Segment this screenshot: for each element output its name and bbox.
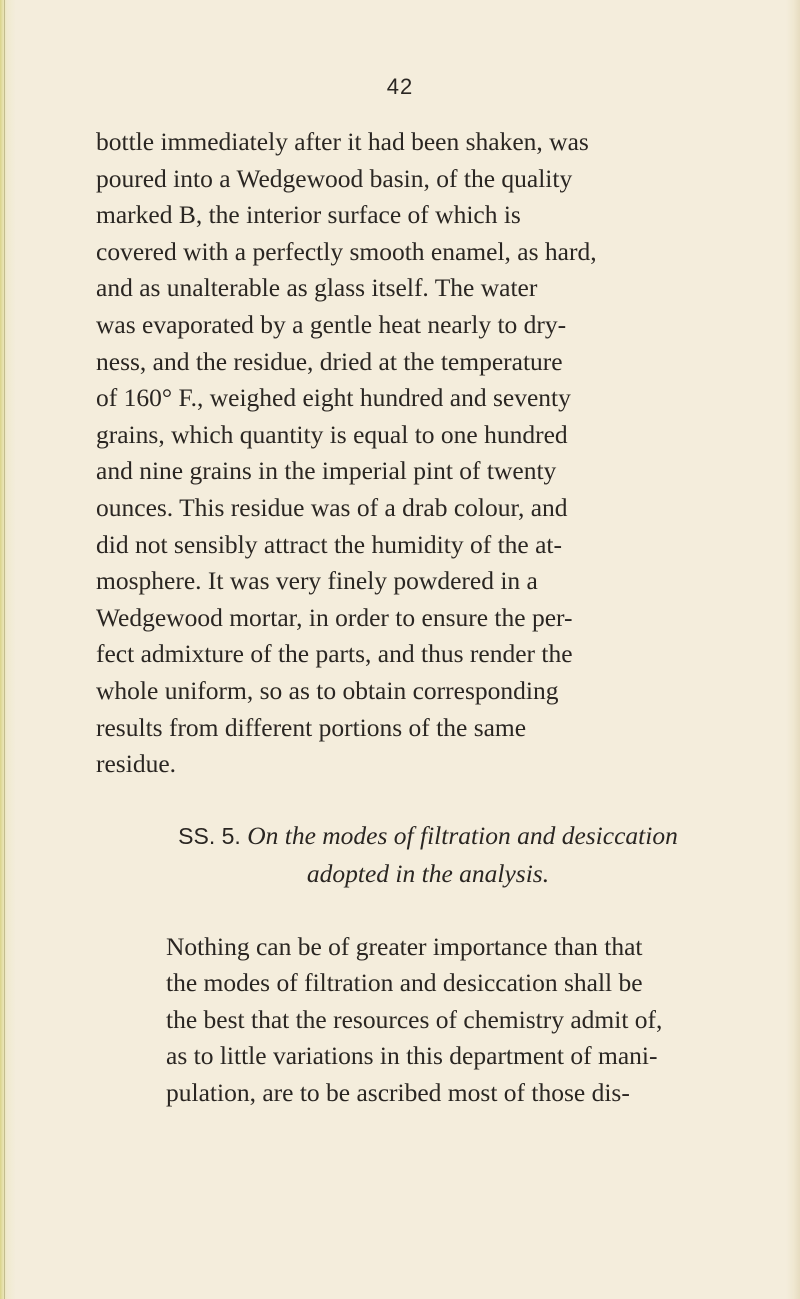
paragraph-1-line: whole uniform, so as to obtain corresponding <box>96 675 559 705</box>
binding-edge <box>0 0 16 1299</box>
paragraph-2-line: as to little variations in this department of mani- <box>166 1041 658 1071</box>
page-edge <box>786 0 800 1299</box>
section-title-part-1: On the modes of filtration and desiccation <box>247 820 678 850</box>
paragraph-1-line: poured into a Wedgewood basin, of the quality <box>96 163 573 193</box>
paragraph-1-line: and nine grains in the imperial pint of twenty <box>96 456 557 486</box>
paragraph-1-line: of 160° F., weighed eight hundred and seventy <box>96 383 571 413</box>
paragraph-2-line: Nothing can be of greater importance than that <box>166 931 643 961</box>
paragraph-1-line: did not sensibly attract the humidity of the at- <box>96 529 562 559</box>
paragraph-1-line: was evaporated by a gentle heat nearly to dry- <box>96 309 567 339</box>
page-body <box>96 124 760 1112</box>
paragraph-2-line: pulation, are to be ascribed most of those dis- <box>166 1078 630 1108</box>
paragraph-1-line: results from different portions of the same <box>96 712 527 742</box>
paragraph-2-line: the best that the resources of chemistry admit of, <box>166 1004 663 1034</box>
paragraph-1 <box>96 124 760 783</box>
paragraph-2 <box>96 929 760 1112</box>
paragraph-1-line: residue. <box>96 749 177 779</box>
paragraph-1-line: ness, and the residue, dried at the temperature <box>96 346 563 376</box>
paragraph-1-line: Wedgewood mortar, in order to ensure the per- <box>96 602 573 632</box>
paragraph-1-line: bottle immediately after it had been shaken, was <box>96 127 589 156</box>
paragraph-2-line: the modes of filtration and desiccation shall be <box>166 968 643 998</box>
section-heading <box>96 817 760 893</box>
page-number: 42 <box>386 74 414 99</box>
paragraph-1-line: mosphere. It was very finely powdered in a <box>96 566 538 596</box>
paragraph-1-line: covered with a perfectly smooth enamel, as hard, <box>96 236 597 266</box>
paragraph-1-line: and as unalterable as glass itself. The water <box>96 273 538 303</box>
paragraph-1-line: grains, which quantity is equal to one hundred <box>96 419 568 449</box>
paragraph-1-line: ounces. This residue was of a drab colour, and <box>96 492 568 522</box>
section-title-part-2: adopted in the analysis. <box>306 858 550 888</box>
paragraph-1-line: fect admixture of the parts, and thus render the <box>96 639 573 669</box>
section-number: SS. 5. <box>178 822 241 849</box>
section-heading-line-1 <box>96 817 760 855</box>
paragraph-1-line: marked B, the interior surface of which is <box>96 200 521 230</box>
